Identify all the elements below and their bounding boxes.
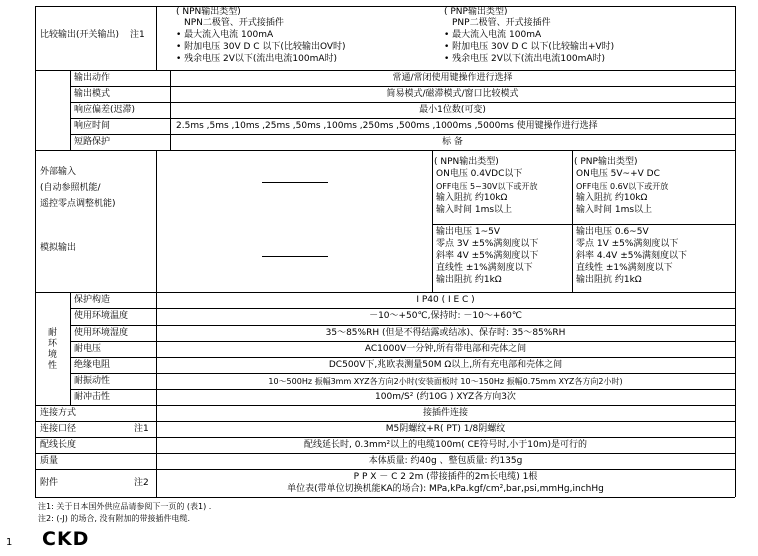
comparison-pnp-line: • 最大流入电流 100mA [444,30,542,40]
rule [432,224,735,225]
rule [35,437,735,438]
comparison-npn-line: • 附加电压 30V D C 以下(比较输出OV时) [176,42,346,52]
env-value: DC500V下,兆欧表测量50M Ω以上,所有充电部和壳体之间 [328,360,563,370]
rule-pnp-col [572,150,573,292]
rule [35,469,735,470]
environment-group-label: 境 [48,350,58,360]
env-label: 使用环境湿度 [74,328,129,338]
rule-npn-col [432,150,433,292]
environment-group-label: 环 [48,339,58,349]
env-value: 10～500Hz 振幅3mm XYZ各方向2小时(安装面板时 10～150Hz 振幅0.75mm XYZ各方向2小时) [268,377,623,386]
external-npn-line: ON电压 0.4VDC以下 [436,169,523,179]
brand-logo: CKD [42,528,90,550]
env-label: 使用环境温度 [74,311,129,321]
response-time-label: 响应时间 [74,121,111,131]
comparison-pnp-line: • 残余电压 2V以下(流出电流100mA时) [444,54,606,64]
connection-value: 接插件连接 [422,408,468,418]
rule [35,292,735,293]
env-value: 100m/S² (约10G ) XYZ各方向3次 [375,392,516,402]
rule-right [735,6,736,497]
analog-output-dash [262,256,328,257]
comparison-pnp-line: PNP二极管、开式接插件 [452,18,551,28]
env-label: 耐冲击性 [74,392,111,402]
env-value: 35～85%RH (但是不得结露或结冰)、保存时: 35～85%RH [325,328,566,338]
output-mode-value: 简易模式/磁滞模式/窗口比较模式 [386,89,519,99]
external-input-label: 遥控零点调整机能) [40,199,116,209]
rule [70,341,735,342]
short-protection-label: 短路保护 [74,137,111,147]
accessory-line: P P X － C 2 2m (带接插件的2m长电缆) 1根 [353,472,538,482]
external-npn-line: OFF电压 5~30V以下或开放 [436,182,538,191]
external-pnp-line: 输入阻抗 约10kΩ [576,193,648,203]
rule [35,405,735,406]
rule-bottom [35,497,735,498]
short-protection-value: 标 备 [442,137,463,147]
cable-length-label: 配线长度 [40,440,77,450]
external-pnp-line: 输入时间 1ms以上 [576,205,653,215]
accessory-line: 单位表(带单位切换机能KA的场合): MPa,kPa.kgf/cm²,bar,psi,mmHg,inchHg [287,484,604,494]
comparison-pnp-line: • 附加电压 30V D C 以下(比较输出+V时) [444,42,615,52]
hysteresis-value: 最小1位数(可变) [419,105,486,115]
comparison-npn-line: • 最大流入电流 100mA [176,30,274,40]
footnote: 注1: 关于日本国外供应品请参阅下一页的 (表1) . [38,502,212,511]
analog-pnp-line: 输出电压 0.6~5V [576,227,649,237]
output-action-value: 常通/常闭使用键操作进行选择 [392,73,513,83]
analog-npn-line: 斜率 4V ±5%满刻度以下 [436,251,539,261]
analog-npn-line: 输出电压 1~5V [436,227,501,237]
rule [70,373,735,374]
comparison-output-label: 比较输出(开关输出) [40,30,120,40]
rule-top [35,6,735,7]
external-npn-title: ( NPN输出类型) [434,157,499,167]
comparison-output-note: 注1 [130,30,145,40]
external-pnp-title: ( PNP输出类型) [574,157,638,167]
response-time-value: 2.5ms ,5ms ,10ms ,25ms ,50ms ,100ms ,250ms ,500ms ,1000ms ,5000ms 使用键操作进行选择 [176,121,598,131]
cable-length-value: 配线延长时, 0.3mm²以上的电缆100m( CE符号时,小于10m)是可行的 [303,440,588,450]
env-label: 保护构造 [74,295,111,305]
external-pnp-line: OFF电压 0.6V以下或开放 [576,182,669,191]
rule-left [35,6,36,497]
analog-pnp-line: 直线性 ±1%满刻度以下 [576,263,673,273]
environment-group-label: 性 [48,361,58,371]
rule [35,421,735,422]
external-npn-line: 输入时间 1ms以上 [436,205,513,215]
rule [35,150,735,151]
hysteresis-label: 响应偏差(迟滞) [74,105,136,115]
connection-label: 连接方式 [40,408,77,418]
port-note: 注1 [134,424,149,434]
external-input-label: 外部输入 [40,167,77,177]
rule-label-col [156,150,157,292]
rule-label-col [156,6,157,70]
comparison-npn-line: NPN二极管、开式接插件 [184,18,284,28]
rule [35,453,735,454]
comparison-npn-title: ( NPN输出类型) [176,7,241,17]
rule-after-comparison [35,70,735,71]
env-value: －10～+50℃,保持时: －10～+60℃ [369,311,522,321]
accessory-note: 注2 [134,478,149,488]
env-label: 耐振动性 [74,376,111,386]
output-action-label: 输出动作 [74,73,111,83]
rule-label-col [70,70,71,150]
page-number: 1 [6,537,13,548]
port-value: M5阴螺纹+R( PT) 1/8阴螺纹 [385,424,506,434]
analog-npn-line: 零点 3V ±5%满刻度以下 [436,239,539,249]
env-value: AC1000V一分钟,所有带电部和壳体之间 [364,344,527,354]
external-input-label: (自动参照机能/ [40,183,101,193]
comparison-npn-line: • 残余电压 2V以下(流出电流100mA时) [176,54,338,64]
env-value: I P40 ( I E C ) [416,295,475,305]
comparison-pnp-title: ( PNP输出类型) [444,7,508,17]
port-label: 连接口径 [40,424,77,434]
analog-pnp-line: 输出阻抗 约1kΩ [576,275,642,285]
analog-npn-line: 输出阻抗 约1kΩ [436,275,502,285]
rule [70,308,735,309]
external-input-dash [262,182,328,183]
env-label: 耐电压 [74,344,102,354]
accessory-label: 附件 [40,478,59,488]
analog-pnp-line: 零点 1V ±5%满刻度以下 [576,239,679,249]
analog-npn-line: 直线性 ±1%满刻度以下 [436,263,533,273]
rule [70,325,735,326]
external-pnp-line: ON电压 5V~+V DC [576,169,660,179]
environment-group-label: 耐 [48,328,58,338]
rule [70,389,735,390]
external-npn-line: 输入阻抗 约10kΩ [436,193,508,203]
output-mode-label: 输出模式 [74,89,111,99]
mass-value: 本体质量: 约40g 、整包质量: 约135g [368,456,523,466]
analog-output-label: 模拟输出 [40,243,77,253]
analog-pnp-line: 斜率 4.4V ±5%满刻度以下 [576,251,688,261]
rule [70,357,735,358]
mass-label: 质量 [40,456,59,466]
footnote: 注2: (-J) 的场合, 没有附加的带接插件电缆. [38,514,190,523]
rule-env-group [70,292,71,405]
env-label: 绝缘电阻 [74,360,111,370]
